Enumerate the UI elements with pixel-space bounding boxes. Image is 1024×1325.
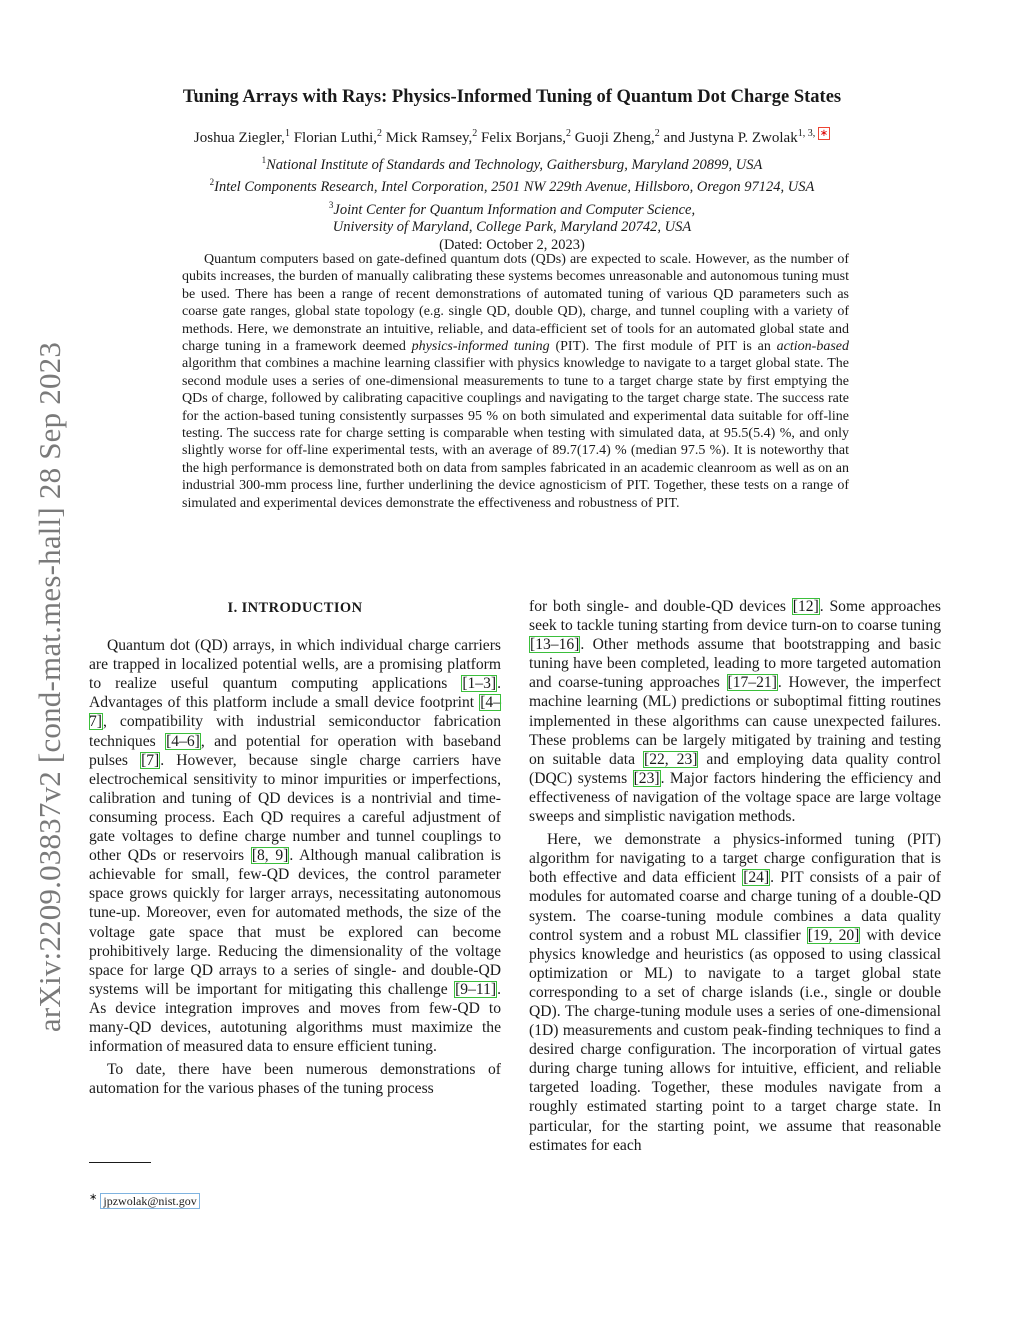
- affil-mark: 2: [566, 128, 572, 139]
- author-name: and Justyna P. Zwolak: [659, 130, 798, 146]
- citation-link[interactable]: [24]: [743, 869, 770, 887]
- paragraph: [89, 636, 501, 1056]
- section-heading: I. INTRODUCTION: [227, 600, 363, 616]
- arxiv-sidebar: [26, 292, 74, 1082]
- citation-link[interactable]: [19, 20]: [807, 926, 860, 944]
- affil-mark: 2: [472, 128, 478, 139]
- footnote-rule: [89, 1162, 151, 1163]
- affiliations: [0, 152, 1024, 254]
- citation-link[interactable]: [12]: [792, 598, 819, 615]
- affiliation-line: University of Maryland, College Park, Maryland 20742, USA: [332, 219, 692, 236]
- email-link[interactable]: jpzwolak@nist.gov: [100, 1193, 199, 1209]
- affil-mark: 1, 3,: [797, 128, 818, 139]
- text-run: . Although manual calibration is achievable for small, few-QD devices, the control parameter space grows quickly for larger arrays, necessitating autonomous tune-up. Moreover, even for automated methods, the size of the voltage gate space that must be explored can become prohibitively large. Reducing the dimensionality of the voltage space for large QD arrays to a series of single- and double-QD systems will be important for mitigating this challenge: [89, 847, 501, 998]
- affil-mark: 2: [654, 128, 660, 139]
- author-name: Joshua Ziegler,: [193, 130, 285, 146]
- citation-link[interactable]: [1–3]: [462, 675, 497, 693]
- affiliation-text: Intel Components Research, Intel Corporation, 2501 NW 229th Avenue, Hillsboro, Oregon 97124, USA: [214, 179, 815, 196]
- citation-link[interactable]: [7]: [141, 751, 160, 769]
- text-run: , compatibility with industrial semiconductor fabrication techniques: [89, 713, 501, 750]
- affiliation-line: [0, 152, 1024, 174]
- paragraph: [529, 830, 941, 1155]
- citation-link[interactable]: [22, 23]: [644, 750, 698, 768]
- citation-link[interactable]: [23]: [633, 769, 660, 787]
- text-run: , and potential for operation with baseband pulses: [89, 732, 501, 769]
- author-name: Felix Borjans,: [477, 130, 567, 146]
- citation-link[interactable]: [4–6]: [166, 732, 200, 750]
- citation-link[interactable]: [17–21]: [727, 674, 777, 692]
- footnote-mark: ∗: [89, 1192, 98, 1203]
- text-run: . However, because single charge carriers have electrochemical sensitivity to minor impurities or imperfections, calibration and tuning of QD devices is a nontrivial and time-consuming process. Each QD requires a careful adjustment of gate voltages to define charge number and tunnel couplings to other QDs or reservoirs: [89, 751, 501, 865]
- affil-number: 2: [209, 177, 215, 188]
- text-run: . Major factors hindering the efficiency and effectiveness of navigation of the voltage space are large voltage sweeps and simplistic navigation methods.: [529, 769, 941, 826]
- citation-link[interactable]: [9–11]: [455, 980, 497, 998]
- left-column: [89, 597, 501, 1098]
- citation-link[interactable]: [8, 9]: [251, 847, 289, 865]
- text-run: Here, we demonstrate a physics-informed tuning (PIT) algorithm for navigating to a target charge configuration that is both effective and data efficient: [529, 831, 941, 887]
- text-run: . Some approaches seek to tackle tuning starting from device turn-on to coarse tuning: [529, 598, 941, 635]
- affil-number: 3: [328, 199, 334, 210]
- abstract-text: (PIT). The first module of PIT is an: [549, 339, 777, 355]
- text-run: . PIT consists of a pair of modules for automated coarse and charge tuning of a double-QD system. The coarse-tuning module combines a data quality control system and a robust ML classifier: [529, 869, 941, 944]
- text-run: Quantum dot (QD) arrays, in which individual charge carriers are trapped in localized potential wells, are a promising platform to realize useful quantum computing applications: [89, 637, 501, 693]
- author-name: Florian Luthi,: [289, 130, 378, 146]
- abstract-text: algorithm that combines a machine learning classifier with physics knowledge to navigate to a target global state. The second module uses a series of one-dimensional measurements to tune to a target charge state by first emptying the QDs of charge, followed by calibrating capacitive couplings and navigating to the target charge state. The success rate for the action-based tuning consistently surpasses 95 % on both simulated and experimental data suitable for off-line testing. The success rate for charge setting is comparable when testing with simulated data, at 95.5(5.4) %, and only slightly worse for off-line experimental tests, with an average of 89.7(17.4) % (median 97.5 %). It is noteworthy that the high performance is demonstrated both on data from samples fabricated in an academic cleanroom as well as on an industrial 300-mm process line, further underlining the device agnosticism of PIT. Together, these tests on a range of simulated and experimental devices demonstrate the effectiveness and robustness of PIT.: [182, 356, 849, 511]
- abstract-emphasis: action-based: [776, 339, 849, 355]
- affil-mark: 1: [284, 128, 290, 139]
- text-run: with device physics knowledge and heuristics (as opposed to using classical optimization or ML) to navigate to a target global state corresponding to a set of charge islands (i.e., single or double QD). The charge-tuning module uses a series of one-dimensional (1D) measurements and custom peak-finding techniques to find a desired charge configuration. The incorporation of virtual gates during charge tuning allows for intuitive, efficient, and reliable targeted loading. Together, these modules navigate from a roughly estimated starting point to a target charge state. In particular, for the starting point, we assume that reasonable estimates for each: [529, 926, 942, 1154]
- right-column: [529, 597, 941, 1155]
- author-list: [0, 128, 1024, 147]
- affil-number: 1: [261, 155, 267, 165]
- corresponding-author-link[interactable]: ∗: [819, 128, 829, 139]
- paragraph: [529, 597, 941, 826]
- affiliation-text: Joint Center for Quantum Information and Computer Science,: [333, 201, 696, 218]
- paper-title: Tuning Arrays with Rays: Physics-Informed Tuning of Quantum Dot Charge States: [182, 87, 842, 107]
- author-name: Guoji Zheng,: [571, 130, 655, 146]
- footnote: [89, 1192, 200, 1209]
- text-run: . Other methods assume that bootstrapping and basic tuning have been completed, leading to more targeted automation and coarse-tuning approaches: [529, 636, 941, 692]
- text-run: . However, the imperfect machine learning (ML) predictions or suboptimal fitting routines implemented in these algorithms can cause unexpected failures. These problems can be largely mitigated by training and testing on suitable data: [529, 674, 941, 768]
- abstract: [182, 251, 849, 512]
- citation-link[interactable]: [13–16]: [530, 636, 580, 654]
- affil-mark: 2: [377, 128, 383, 139]
- text-run: . As device integration improves and moves from few-QD to many-QD devices, autotuning algorithms must maximize the information of measured data to ensure efficient tuning.: [89, 980, 501, 1056]
- arxiv-identifier: arXiv:2209.03837v2 [cond-mat.mes-hall] 28 Sep 2023: [32, 341, 67, 1033]
- abstract-emphasis: physics-informed tuning: [411, 339, 550, 355]
- paragraph: To date, there have been numerous demonstrations of automation for the various phases of the tuning process: [89, 1061, 501, 1098]
- text-run: and employing data quality control (DQC) systems: [529, 750, 941, 787]
- citation-link[interactable]: [4–7]: [89, 694, 501, 731]
- affiliation-line: [0, 197, 1024, 219]
- author-name: Mick Ramsey,: [382, 130, 473, 146]
- dated-line: (Dated: October 2, 2023): [439, 236, 585, 253]
- abstract-text: Quantum computers based on gate-defined quantum dots (QDs) are expected to scale. However, as the number of qubits increases, the burden of manually calibrating these systems becomes unreasonable and autonomous tuning must be used. There has been a range of recent demonstrations of automated tuning of various QD parameters such as coarse gate ranges, global state topology (e.g. single QD, double QD), charge, and tunnel coupling with a variety of methods. Here, we demonstrate an intuitive, reliable, and data-efficient set of tools for an automated global state and charge tuning in a framework deemed: [182, 252, 849, 355]
- affiliation-line: [0, 174, 1024, 196]
- affiliation-text: National Institute of Standards and Technology, Gaithersburg, Maryland 20899, USA: [266, 156, 763, 173]
- text-run: . Advantages of this platform include a small device footprint: [89, 675, 501, 712]
- text-run: for both single- and double-QD devices: [529, 598, 792, 615]
